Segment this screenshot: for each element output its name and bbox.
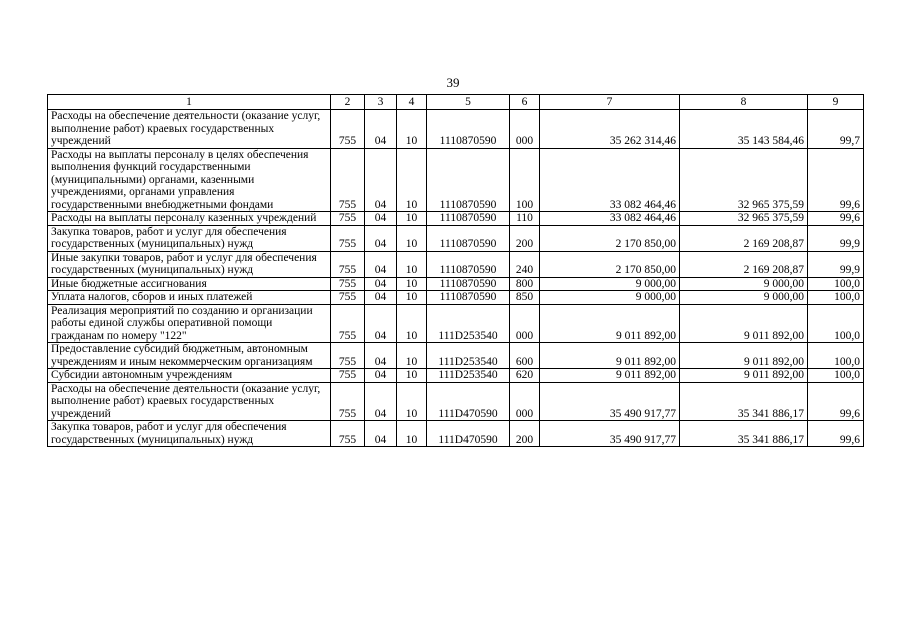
chapter-code: 755 [331, 421, 365, 447]
planned-amount: 33 082 464,46 [540, 148, 680, 212]
target-article-code: 1110870590 [427, 212, 510, 226]
chapter-code: 755 [331, 343, 365, 369]
row-description: Расходы на обеспечение деятельности (оказание услуг, выполнение работ) краевых государственных учреждений [48, 110, 331, 149]
table-row [48, 148, 864, 212]
table-row [48, 304, 864, 343]
table-row [48, 225, 864, 251]
chapter-code: 755 [331, 148, 365, 212]
section-code: 04 [365, 421, 397, 447]
row-description: Субсидии автономным учреждениям [48, 369, 331, 383]
column-header: 5 [427, 95, 510, 110]
column-header: 1 [48, 95, 331, 110]
execution-percent: 99,9 [808, 251, 864, 277]
row-description: Расходы на обеспечение деятельности (оказание услуг, выполнение работ) краевых государственных учреждений [48, 382, 331, 421]
table-row [48, 382, 864, 421]
execution-percent: 100,0 [808, 304, 864, 343]
budget-table [47, 94, 864, 447]
table-row [48, 421, 864, 447]
table-row [48, 251, 864, 277]
expense-type-code: 200 [510, 421, 540, 447]
chapter-code: 755 [331, 304, 365, 343]
expense-type-code: 600 [510, 343, 540, 369]
section-code: 04 [365, 369, 397, 383]
target-article-code: 1110870590 [427, 291, 510, 305]
expense-type-code: 100 [510, 148, 540, 212]
expense-type-code: 800 [510, 277, 540, 291]
planned-amount: 9 000,00 [540, 277, 680, 291]
subsection-code: 10 [397, 110, 427, 149]
table-header-row [48, 95, 864, 110]
executed-amount: 32 965 375,59 [680, 148, 808, 212]
row-description: Закупка товаров, работ и услуг для обеспечения государственных (муниципальных) нужд [48, 225, 331, 251]
executed-amount: 35 341 886,17 [680, 382, 808, 421]
execution-percent: 100,0 [808, 343, 864, 369]
chapter-code: 755 [331, 110, 365, 149]
chapter-code: 755 [331, 369, 365, 383]
chapter-code: 755 [331, 212, 365, 226]
executed-amount: 9 011 892,00 [680, 369, 808, 383]
target-article-code: 1110870590 [427, 225, 510, 251]
section-code: 04 [365, 148, 397, 212]
subsection-code: 10 [397, 421, 427, 447]
table-row [48, 343, 864, 369]
section-code: 04 [365, 343, 397, 369]
subsection-code: 10 [397, 277, 427, 291]
subsection-code: 10 [397, 369, 427, 383]
expense-type-code: 000 [510, 304, 540, 343]
execution-percent: 100,0 [808, 369, 864, 383]
section-code: 04 [365, 382, 397, 421]
subsection-code: 10 [397, 225, 427, 251]
section-code: 04 [365, 291, 397, 305]
column-header: 6 [510, 95, 540, 110]
executed-amount: 9 011 892,00 [680, 343, 808, 369]
column-header: 8 [680, 95, 808, 110]
chapter-code: 755 [331, 382, 365, 421]
chapter-code: 755 [331, 251, 365, 277]
expense-type-code: 850 [510, 291, 540, 305]
column-header: 2 [331, 95, 365, 110]
table-row [48, 277, 864, 291]
chapter-code: 755 [331, 225, 365, 251]
target-article-code: 111D253540 [427, 369, 510, 383]
row-description: Предоставление субсидий бюджетным, автономным учреждениям и иным некоммерческим организациям [48, 343, 331, 369]
target-article-code: 111D470590 [427, 421, 510, 447]
planned-amount: 9 011 892,00 [540, 369, 680, 383]
planned-amount: 35 262 314,46 [540, 110, 680, 149]
target-article-code: 111D253540 [427, 343, 510, 369]
section-code: 04 [365, 225, 397, 251]
row-description: Расходы на выплаты персоналу в целях обеспечения выполнения функций государственными (муниципальными) органами, казенными учреждениями, органами управления государственными внебюджетными фондами [48, 148, 331, 212]
chapter-code: 755 [331, 291, 365, 305]
subsection-code: 10 [397, 148, 427, 212]
executed-amount: 35 143 584,46 [680, 110, 808, 149]
execution-percent: 99,6 [808, 382, 864, 421]
execution-percent: 100,0 [808, 291, 864, 305]
target-article-code: 111D470590 [427, 382, 510, 421]
expense-type-code: 110 [510, 212, 540, 226]
executed-amount: 9 000,00 [680, 277, 808, 291]
column-header: 3 [365, 95, 397, 110]
execution-percent: 99,6 [808, 421, 864, 447]
expense-type-code: 000 [510, 382, 540, 421]
planned-amount: 9 000,00 [540, 291, 680, 305]
column-header: 7 [540, 95, 680, 110]
planned-amount: 9 011 892,00 [540, 304, 680, 343]
expense-type-code: 000 [510, 110, 540, 149]
row-description: Реализация мероприятий по созданию и организации работы единой службы оперативной помощи гражданам по номеру "122" [48, 304, 331, 343]
execution-percent: 99,6 [808, 212, 864, 226]
subsection-code: 10 [397, 291, 427, 305]
section-code: 04 [365, 277, 397, 291]
executed-amount: 2 169 208,87 [680, 251, 808, 277]
execution-percent: 99,9 [808, 225, 864, 251]
row-description: Уплата налогов, сборов и иных платежей [48, 291, 331, 305]
table-row [48, 291, 864, 305]
executed-amount: 9 011 892,00 [680, 304, 808, 343]
column-header: 4 [397, 95, 427, 110]
subsection-code: 10 [397, 343, 427, 369]
planned-amount: 9 011 892,00 [540, 343, 680, 369]
page-number: 39 [446, 75, 460, 90]
expense-type-code: 620 [510, 369, 540, 383]
section-code: 04 [365, 251, 397, 277]
execution-percent: 100,0 [808, 277, 864, 291]
section-code: 04 [365, 304, 397, 343]
planned-amount: 2 170 850,00 [540, 251, 680, 277]
expense-type-code: 240 [510, 251, 540, 277]
section-code: 04 [365, 110, 397, 149]
executed-amount: 2 169 208,87 [680, 225, 808, 251]
subsection-code: 10 [397, 304, 427, 343]
target-article-code: 1110870590 [427, 110, 510, 149]
target-article-code: 1110870590 [427, 251, 510, 277]
subsection-code: 10 [397, 251, 427, 277]
executed-amount: 9 000,00 [680, 291, 808, 305]
executed-amount: 32 965 375,59 [680, 212, 808, 226]
planned-amount: 35 490 917,77 [540, 421, 680, 447]
column-header: 9 [808, 95, 864, 110]
row-description: Закупка товаров, работ и услуг для обеспечения государственных (муниципальных) нужд [48, 421, 331, 447]
table-row [48, 110, 864, 149]
expense-type-code: 200 [510, 225, 540, 251]
target-article-code: 1110870590 [427, 148, 510, 212]
row-description: Расходы на выплаты персоналу казенных учреждений [48, 212, 331, 226]
planned-amount: 35 490 917,77 [540, 382, 680, 421]
target-article-code: 1110870590 [427, 277, 510, 291]
row-description: Иные бюджетные ассигнования [48, 277, 331, 291]
chapter-code: 755 [331, 277, 365, 291]
target-article-code: 111D253540 [427, 304, 510, 343]
table-row [48, 212, 864, 226]
execution-percent: 99,6 [808, 148, 864, 212]
execution-percent: 99,7 [808, 110, 864, 149]
subsection-code: 10 [397, 382, 427, 421]
section-code: 04 [365, 212, 397, 226]
executed-amount: 35 341 886,17 [680, 421, 808, 447]
table-row [48, 369, 864, 383]
row-description: Иные закупки товаров, работ и услуг для обеспечения государственных (муниципальных) нужд [48, 251, 331, 277]
planned-amount: 33 082 464,46 [540, 212, 680, 226]
planned-amount: 2 170 850,00 [540, 225, 680, 251]
subsection-code: 10 [397, 212, 427, 226]
